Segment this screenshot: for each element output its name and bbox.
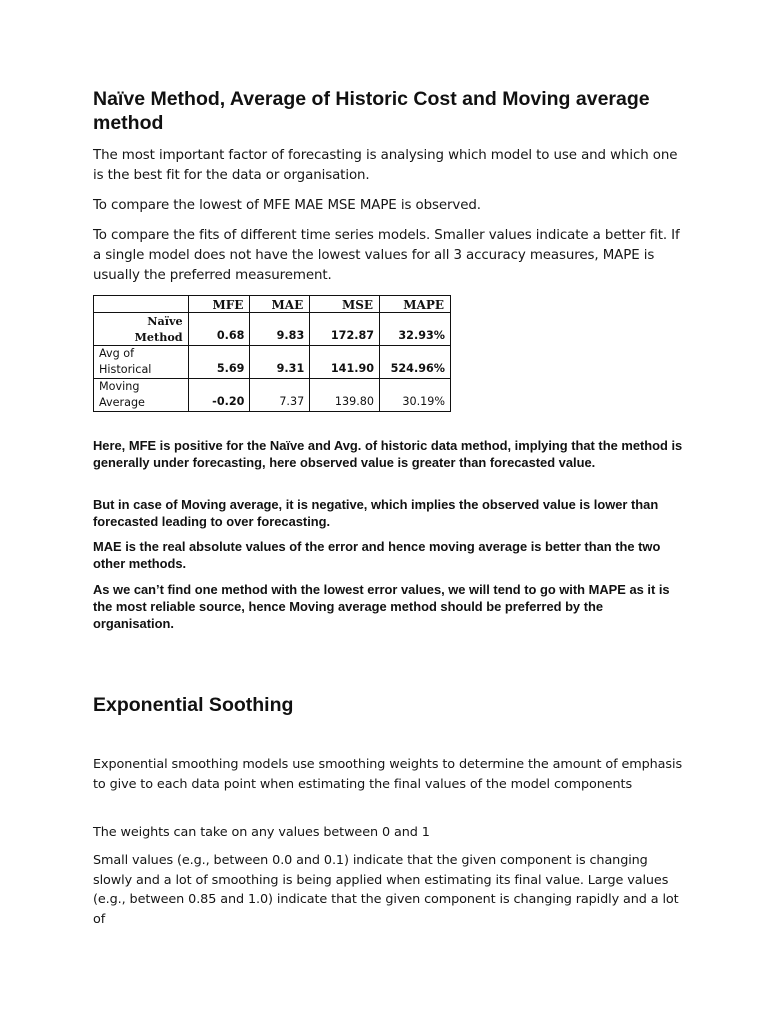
accuracy-table [93,295,451,412]
paragraph-importance: The most important factor of forecasting is analysing which model to use and which one is the best fit for the data or organisation. [93,148,678,183]
row-label: Avg of Historical [94,346,189,379]
bold-paragraph-mfe-positive: Here, MFE is positive for the Naïve and Avg. of historic data method, implying that the method is generally under forecasting, here observed value is greater than forecasted value. [93,438,683,470]
table-header-cell: MAE [250,296,310,313]
section-title-forecast-methods: Naïve Method, Average of Historic Cost and Moving average method [93,88,650,134]
table-cell: 139.80 [310,379,380,412]
table-cell: 0.68 [188,313,250,346]
table-header-cell: MFE [188,296,250,313]
table-header-cell: MSE [310,296,380,313]
table-cell: 30.19% [380,379,451,412]
row-label: Naïve Method [94,313,189,346]
table-header-row [94,296,451,313]
table-header-cell [94,296,189,313]
table-cell: 524.96% [380,346,451,379]
table-cell: -0.20 [188,379,250,412]
paragraph-smoothing-weights: Exponential smoothing models use smoothing weights to determine the amount of emphasis to give to each data point when estimating the final values of the model components [93,757,683,792]
paragraph-compare-fits: To compare the fits of different time series models. Smaller values indicate a better fit. If a single model does not have the lowest values for all 3 accuracy measures, MAPE is usually the preferred measurement. [93,228,680,283]
table-cell: 9.83 [250,313,310,346]
paragraph-small-large-values: Small values (e.g., between 0.0 and 0.1) indicate that the given component is changing slowly and a lot of smoothing is being applied when estimating its final value. Large values (e.g., between 0.85 and 1.0) indicate that the given component is changing rapidly and a lot of [93,853,679,927]
table-cell: 32.93% [380,313,451,346]
bold-paragraph-mape-conclusion: As we can’t find one method with the lowest error values, we will tend to go with MAPE as it is the most reliable source, hence Moving average method should be preferred by the organisation. [93,582,670,631]
bold-paragraph-moving-average-negative: But in case of Moving average, it is negative, which implies the observed value is lower than forecasted leading to over forecasting. [93,497,659,529]
table-row [94,379,451,412]
section-title-exponential: Exponential Soothing [93,694,294,716]
table-header-cell: MAPE [380,296,451,313]
paragraph-compare-lowest: To compare the lowest of MFE MAE MSE MAPE is observed. [93,198,481,213]
bold-paragraph-mae: MAE is the real absolute values of the error and hence moving average is better than the two other methods. [93,539,661,571]
table-cell: 172.87 [310,313,380,346]
row-label: Moving Average [94,379,189,412]
table-row [94,313,451,346]
table-cell: 7.37 [250,379,310,412]
table-cell: 141.90 [310,346,380,379]
table-row [94,346,451,379]
table-cell: 9.31 [250,346,310,379]
paragraph-weights-range: The weights can take on any values between 0 and 1 [93,825,430,840]
table-cell: 5.69 [188,346,250,379]
